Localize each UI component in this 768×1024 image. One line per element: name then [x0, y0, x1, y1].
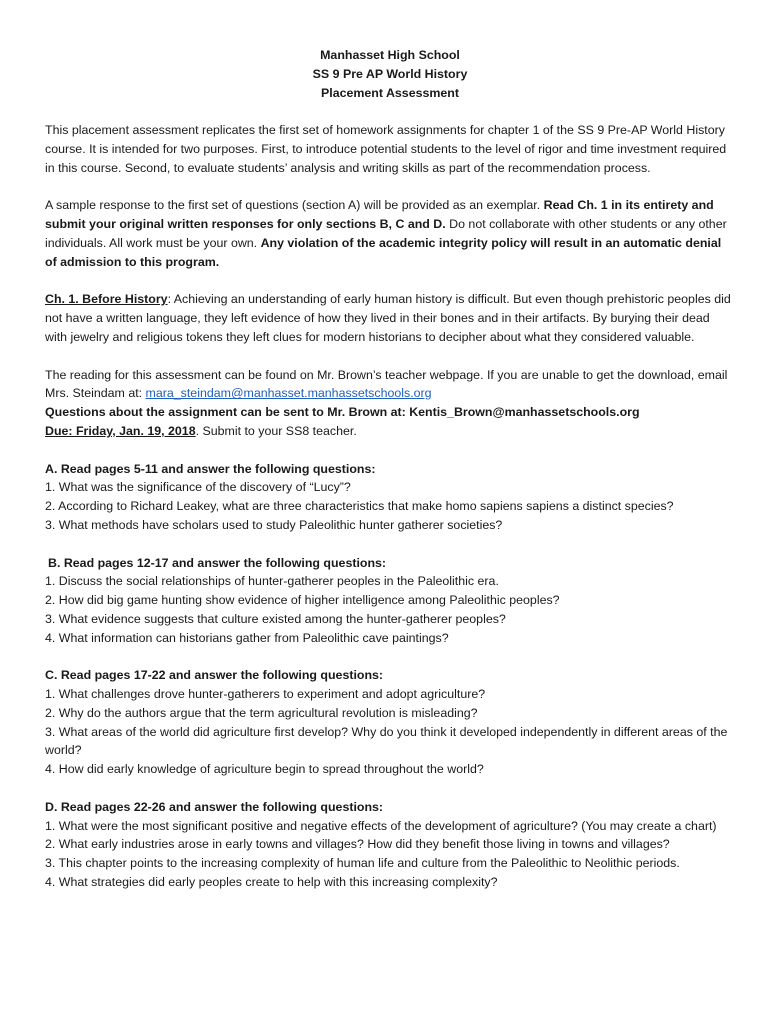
- section-a-heading: A. Read pages 5-11 and answer the following questions:: [45, 461, 376, 476]
- list-item: 1. What challenges drove hunter-gatherers to experiment and adopt agriculture?: [45, 687, 486, 702]
- list-item: 2. What early industries arose in early towns and villages? How did they benefit those living in towns and villages?: [45, 837, 670, 852]
- instructions-text-2: Do not collaborate with other students or any other individuals. All work must be your own.: [45, 217, 727, 250]
- school-name: Manhasset High School: [320, 48, 460, 62]
- section-d-heading: D. Read pages 22-26 and answer the following questions:: [45, 799, 384, 814]
- list-item: 4. What information can historians gather from Paleolithic cave paintings?: [45, 630, 449, 645]
- due-line: [45, 422, 735, 441]
- chapter-label: Ch. 1. Before History: [45, 292, 168, 307]
- instructions-paragraph: [45, 196, 735, 271]
- steindam-email-link[interactable]: mara_steindam@manhasset.manhassetschools.org: [145, 386, 432, 401]
- reading-text: The reading for this assessment can be found on Mr. Brown’s teacher webpage. If you are unable to get the download, email Mrs. Steindam at:: [45, 367, 728, 401]
- instructions-bold-1: Read Ch. 1 in its entirety and submit your original written responses for only sections B, C and D.: [45, 198, 714, 232]
- list-item: 4. What strategies did early peoples create to help with this increasing complexity?: [45, 875, 498, 890]
- list-item: 3. This chapter points to the increasing complexity of human life and culture from the Paleolithic to Neolithic periods.: [45, 856, 680, 871]
- list-item: 1. Discuss the social relationships of hunter-gatherer peoples in the Paleolithic era.: [45, 574, 499, 589]
- section-c-heading: C. Read pages 17-22 and answer the following questions:: [45, 668, 384, 683]
- questions-contact: Questions about the assignment can be sent to Mr. Brown at: Kentis_Brown@manhassetschools.org: [45, 405, 640, 420]
- document-page: [45, 46, 735, 892]
- list-item: 2. How did big game hunting show evidence of higher intelligence among Paleolithic peoples?: [45, 593, 560, 608]
- list-item: 2. Why do the authors argue that the term agricultural revolution is misleading?: [45, 705, 478, 720]
- list-item: 1. What was the significance of the discovery of “Lucy”?: [45, 480, 351, 495]
- list-item: 2. According to Richard Leakey, what are three characteristics that make homo sapiens sapiens a distinct species?: [45, 499, 674, 514]
- document-title: Placement Assessment: [321, 85, 459, 100]
- intro-paragraph: This placement assessment replicates the first set of homework assignments for chapter 1 of the SS 9 Pre-AP World History course. It is intended for two purposes. First, to introduce potential students to the level of rigor and time investment required in this course. Second, to evaluate students’ analysis and writing skills as part of the recommendation process.: [45, 123, 727, 175]
- chapter-paragraph: [45, 290, 735, 346]
- instructions-text-1: A sample response to the first set of questions (section A) will be provided as an exemplar.: [45, 198, 544, 213]
- due-rest: . Submit to your SS8 teacher.: [195, 423, 357, 438]
- list-item: 4. How did early knowledge of agriculture begin to spread throughout the world?: [45, 762, 484, 777]
- due-date: Due: Friday, Jan. 19, 2018: [45, 423, 196, 438]
- list-item: 3. What areas of the world did agriculture first develop? Why do you think it developed independently in different areas of the world?: [45, 724, 728, 758]
- chapter-text: : Achieving an understanding of early human history is difficult. But even though prehistoric peoples did not have a written language, they left evidence of how they lived in their bones and in their artifacts. By burying their dead with jewelry and religious tokens they left clues for modern historians to decipher about what they considered valuable.: [45, 292, 731, 344]
- list-item: 3. What evidence suggests that culture existed among the hunter-gatherer peoples?: [45, 611, 506, 626]
- course-name: SS 9 Pre AP World History: [312, 66, 468, 81]
- instructions-bold-2: Any violation of the academic integrity policy will result in an automatic denial of admission to this program.: [45, 235, 722, 269]
- section-b-heading: B. Read pages 12-17 and answer the following questions:: [48, 555, 387, 570]
- list-item: 1. What were the most significant positive and negative effects of the development of agriculture? (You may create a chart): [45, 818, 717, 833]
- list-item: 3. What methods have scholars used to study Paleolithic hunter gatherer societies?: [45, 517, 503, 532]
- reading-paragraph: [45, 366, 735, 404]
